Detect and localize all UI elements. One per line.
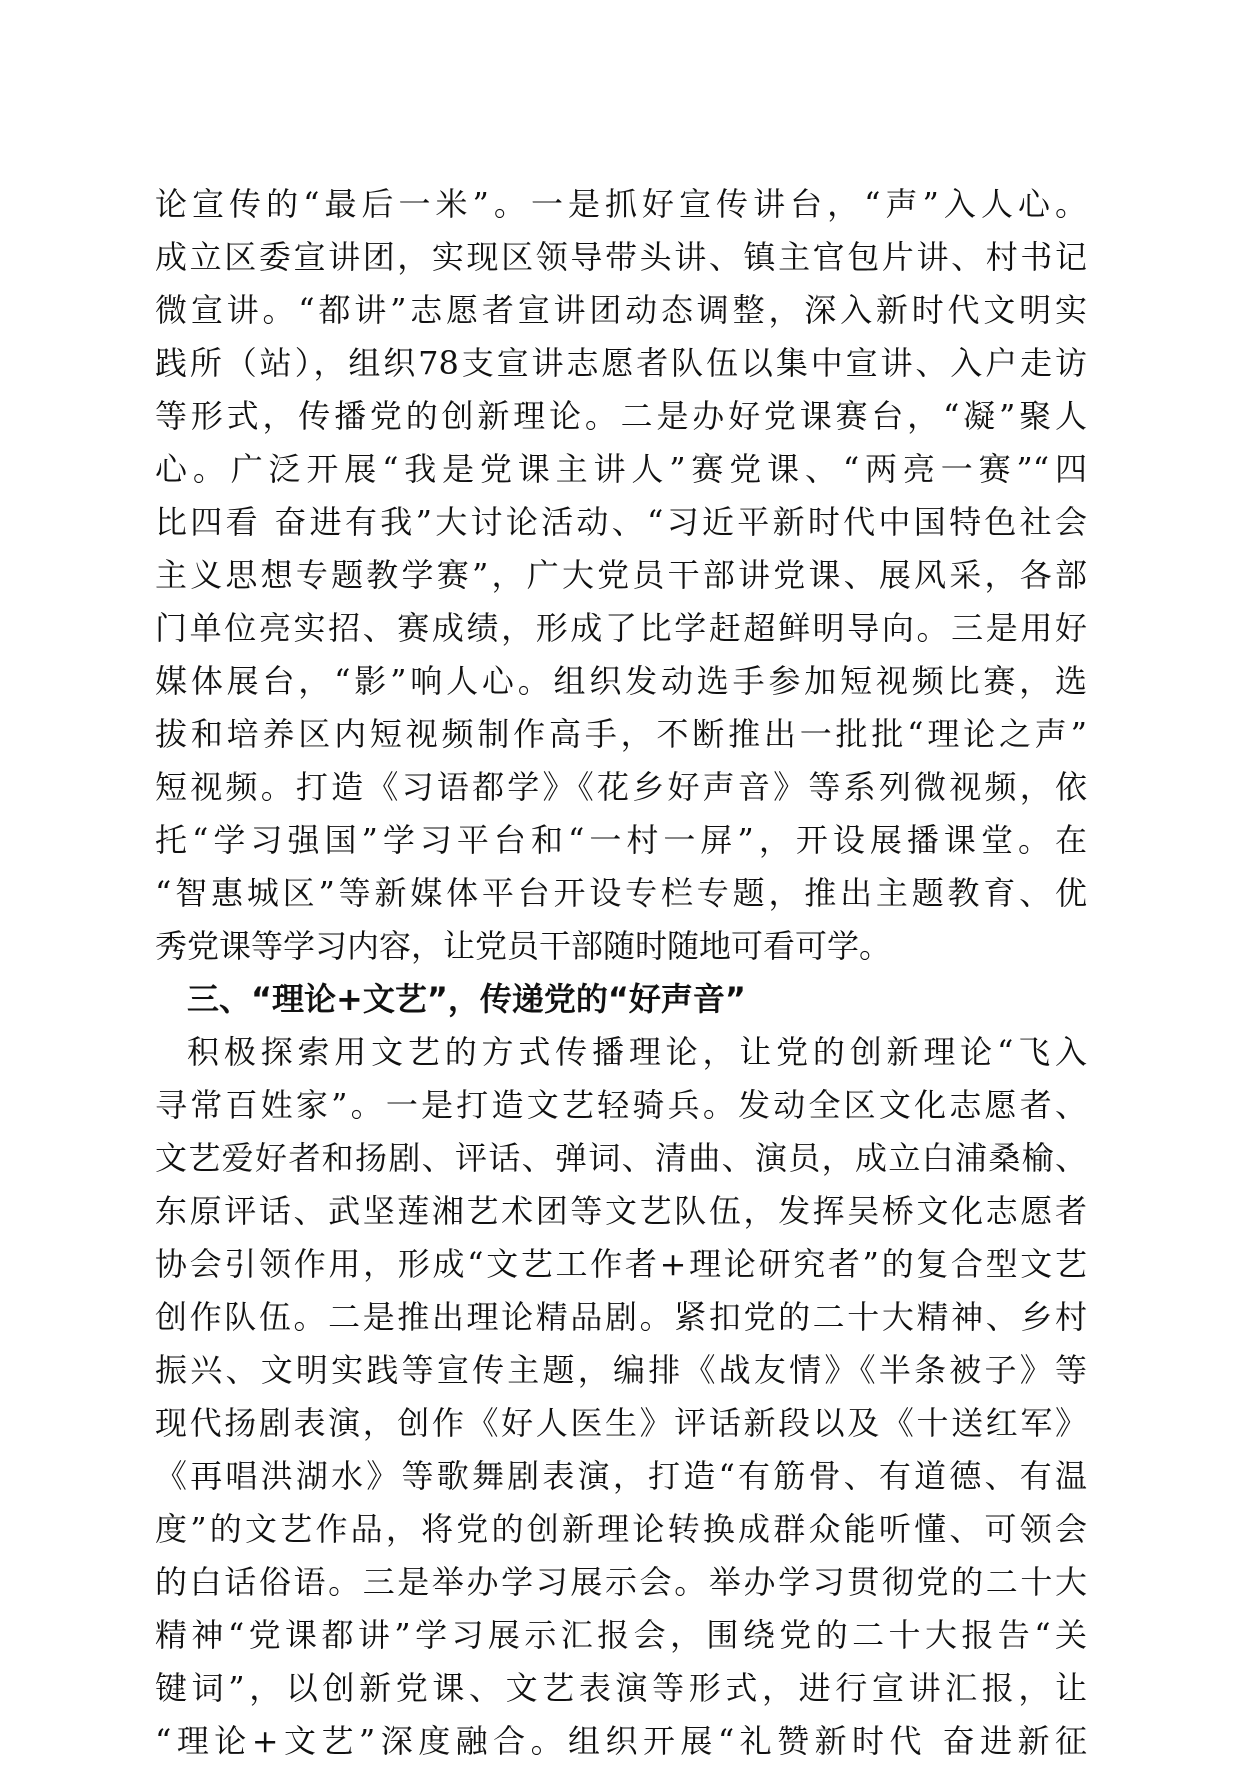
text-line: 媒体展台，“影”响人心。组织发动选手参加短视频比赛，选 [155,662,1087,700]
text-line: 东原评话、武坚莲湘艺术团等文艺队伍，发挥吴桥文化志愿者 [155,1192,1087,1230]
text-line: 拔和培养区内短视频制作高手，不断推出一批批“理论之声” [155,715,1087,753]
text-line: 《再唱洪湖水》等歌舞剧表演，打造“有筋骨、有道德、有温 [155,1457,1087,1495]
text-line: 键词”，以创新党课、文艺表演等形式，进行宣讲汇报，让 [155,1669,1087,1707]
text-line: 振兴、文明实践等宣传主题，编排《战友情》《半条被子》等 [155,1351,1087,1389]
text-line: 度”的文艺作品，将党的创新理论转换成群众能听懂、可领会 [155,1510,1087,1548]
text-line: 文艺爱好者和扬剧、评话、弹词、清曲、演员，成立白浦桑榆、 [155,1139,1087,1177]
paragraph-1 [155,178,1087,973]
text-line: 积极探索用文艺的方式传播理论，让党的创新理论“飞入 [187,1033,1087,1071]
text-line: 秀党课等学习内容，让党员干部随时随地可看可学。 [155,927,892,965]
text-line: 短视频。打造《习语都学》《花乡好声音》等系列微视频，依 [155,768,1087,806]
text-line: 论宣传的“最后一米”。一是抓好宣传讲台，“声”入人心。 [155,185,1087,223]
text-line: 寻常百姓家”。一是打造文艺轻骑兵。发动全区文化志愿者、 [155,1086,1087,1124]
text-line: 现代扬剧表演，创作《好人医生》评话新段以及《十送红军》 [155,1404,1087,1442]
text-line: 精神“党课都讲”学习展示汇报会，围绕党的二十大报告“关 [155,1616,1087,1654]
text-line: 创作队伍。二是推出理论精品剧。紧扣党的二十大精神、乡村 [155,1298,1087,1336]
text-line: 协会引领作用，形成“文艺工作者+理论研究者”的复合型文艺 [155,1245,1087,1283]
text-line: 的白话俗语。三是举办学习展示会。举办学习贯彻党的二十大 [155,1563,1087,1601]
text-line: “理论+文艺”深度融合。组织开展“礼赞新时代 奋进新征 [155,1722,1087,1760]
text-line: 门单位亮实招、赛成绩，形成了比学赶超鲜明导向。三是用好 [155,609,1087,647]
document-page [155,178,1087,1768]
paragraph-2 [155,1026,1087,1768]
text-line: 等形式，传播党的创新理论。二是办好党课赛台，“凝”聚人 [155,397,1087,435]
text-line: 主义思想专题教学赛”，广大党员干部讲党课、展风采，各部 [155,556,1087,594]
text-line: 比四看 奋进有我”大讨论活动、“习近平新时代中国特色社会 [155,503,1087,541]
text-line: 成立区委宣讲团，实现区领导带头讲、镇主官包片讲、村书记 [155,238,1087,276]
text-line: “智惠城区”等新媒体平台开设专栏专题，推出主题教育、优 [155,874,1087,912]
text-line: 心。广泛开展“我是党课主讲人”赛党课、“两亮一赛”“四 [155,450,1087,488]
section-heading: 三、“理论+文艺”，传递党的“好声音” [187,980,746,1018]
text-line: 践所（站），组织78支宣讲志愿者队伍以集中宣讲、入户走访 [155,344,1087,382]
text-line: 托“学习强国”学习平台和“一村一屏”，开设展播课堂。在 [155,821,1087,859]
text-line: 微宣讲。“都讲”志愿者宣讲团动态调整，深入新时代文明实 [155,291,1087,329]
